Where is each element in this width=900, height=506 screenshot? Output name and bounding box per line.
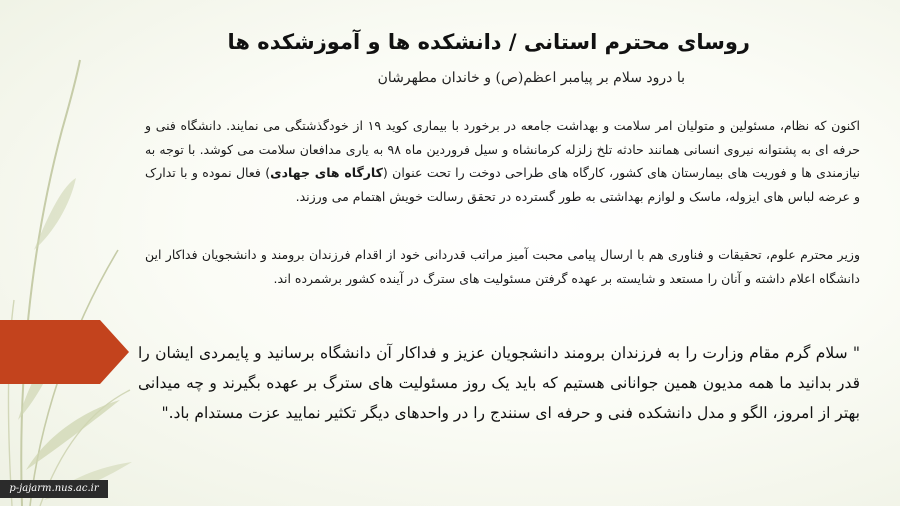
paragraph-1-before: اکنون که نظام، مسئولین و متولیان امر سلامت و بهداشت جامعه در برخورد با بیماری کوید ۱۹ از خودگذشتگی می نمایند. دانشگاه فنی و حرفه ای به پشتوانه نیروی انسانی همانند حادثه تلخ زلزله کرمانشاه و سیل فروردین ماه ۹۸ به یاری مدافعان سلامت می کوشد. با توجه به نیازمندی ها و فوریت های بیمارستان های کشور، کارگاه های طراحی دوخت را تحت عنوان ( [145,118,860,180]
slide-subtitle: با درود سلام بر پیامبر اعظم(ص) و خاندان مطهرشان [377,70,685,86]
arrow-shape [0,320,129,384]
slide-title: روسای محترم استانی / دانشکده ها و آموزشکده ها [227,30,750,54]
minister-quote: " سلام گرم مقام وزارت را به فرزندان برومند دانشجویان عزیز و فداکار آن دانشگاه برسانید و پایمردی ایشان را قدر بدانید ما همه مدیون همین جوانانی هستیم که باید یک روز مسئولیت های سترگ بر عهده بگیرند و چه میدانی بهتر از امروز، الگو و مدل دانشکده فنی و حرفه ای سنندج را در واحدهای دیگر تکثیر نمایید عزت مستدام باد." [138,344,860,422]
paragraph-2: وزیر محترم علوم، تحقیقات و فناوری هم با ارسال پیامی محبت آمیز مراتب قدردانی خود از اقدام فرزندان برومند و دانشجویان فداکار این دانشگاه اعلام داشته و آنان را مستعد و شایسته بر عهده گرفتن مسئولیت های سترگ در آینده کشور برشمرده اند. [145,247,860,286]
footer-site-badge: p-jajarm.nus.ac.ir [0,480,108,498]
paragraph-1-after: ) فعال نموده و با تدارک و عرضه لباس های ایزوله، ماسک و لوازم بهداشتی به طور گسترده در تحقق رسالت خویش اهتمام می ورزند. [145,165,860,204]
paragraph-1 [145,114,860,208]
paragraph-1-highlight: کارگاه های جهادی [270,165,383,180]
leaf-decoration [0,0,140,506]
